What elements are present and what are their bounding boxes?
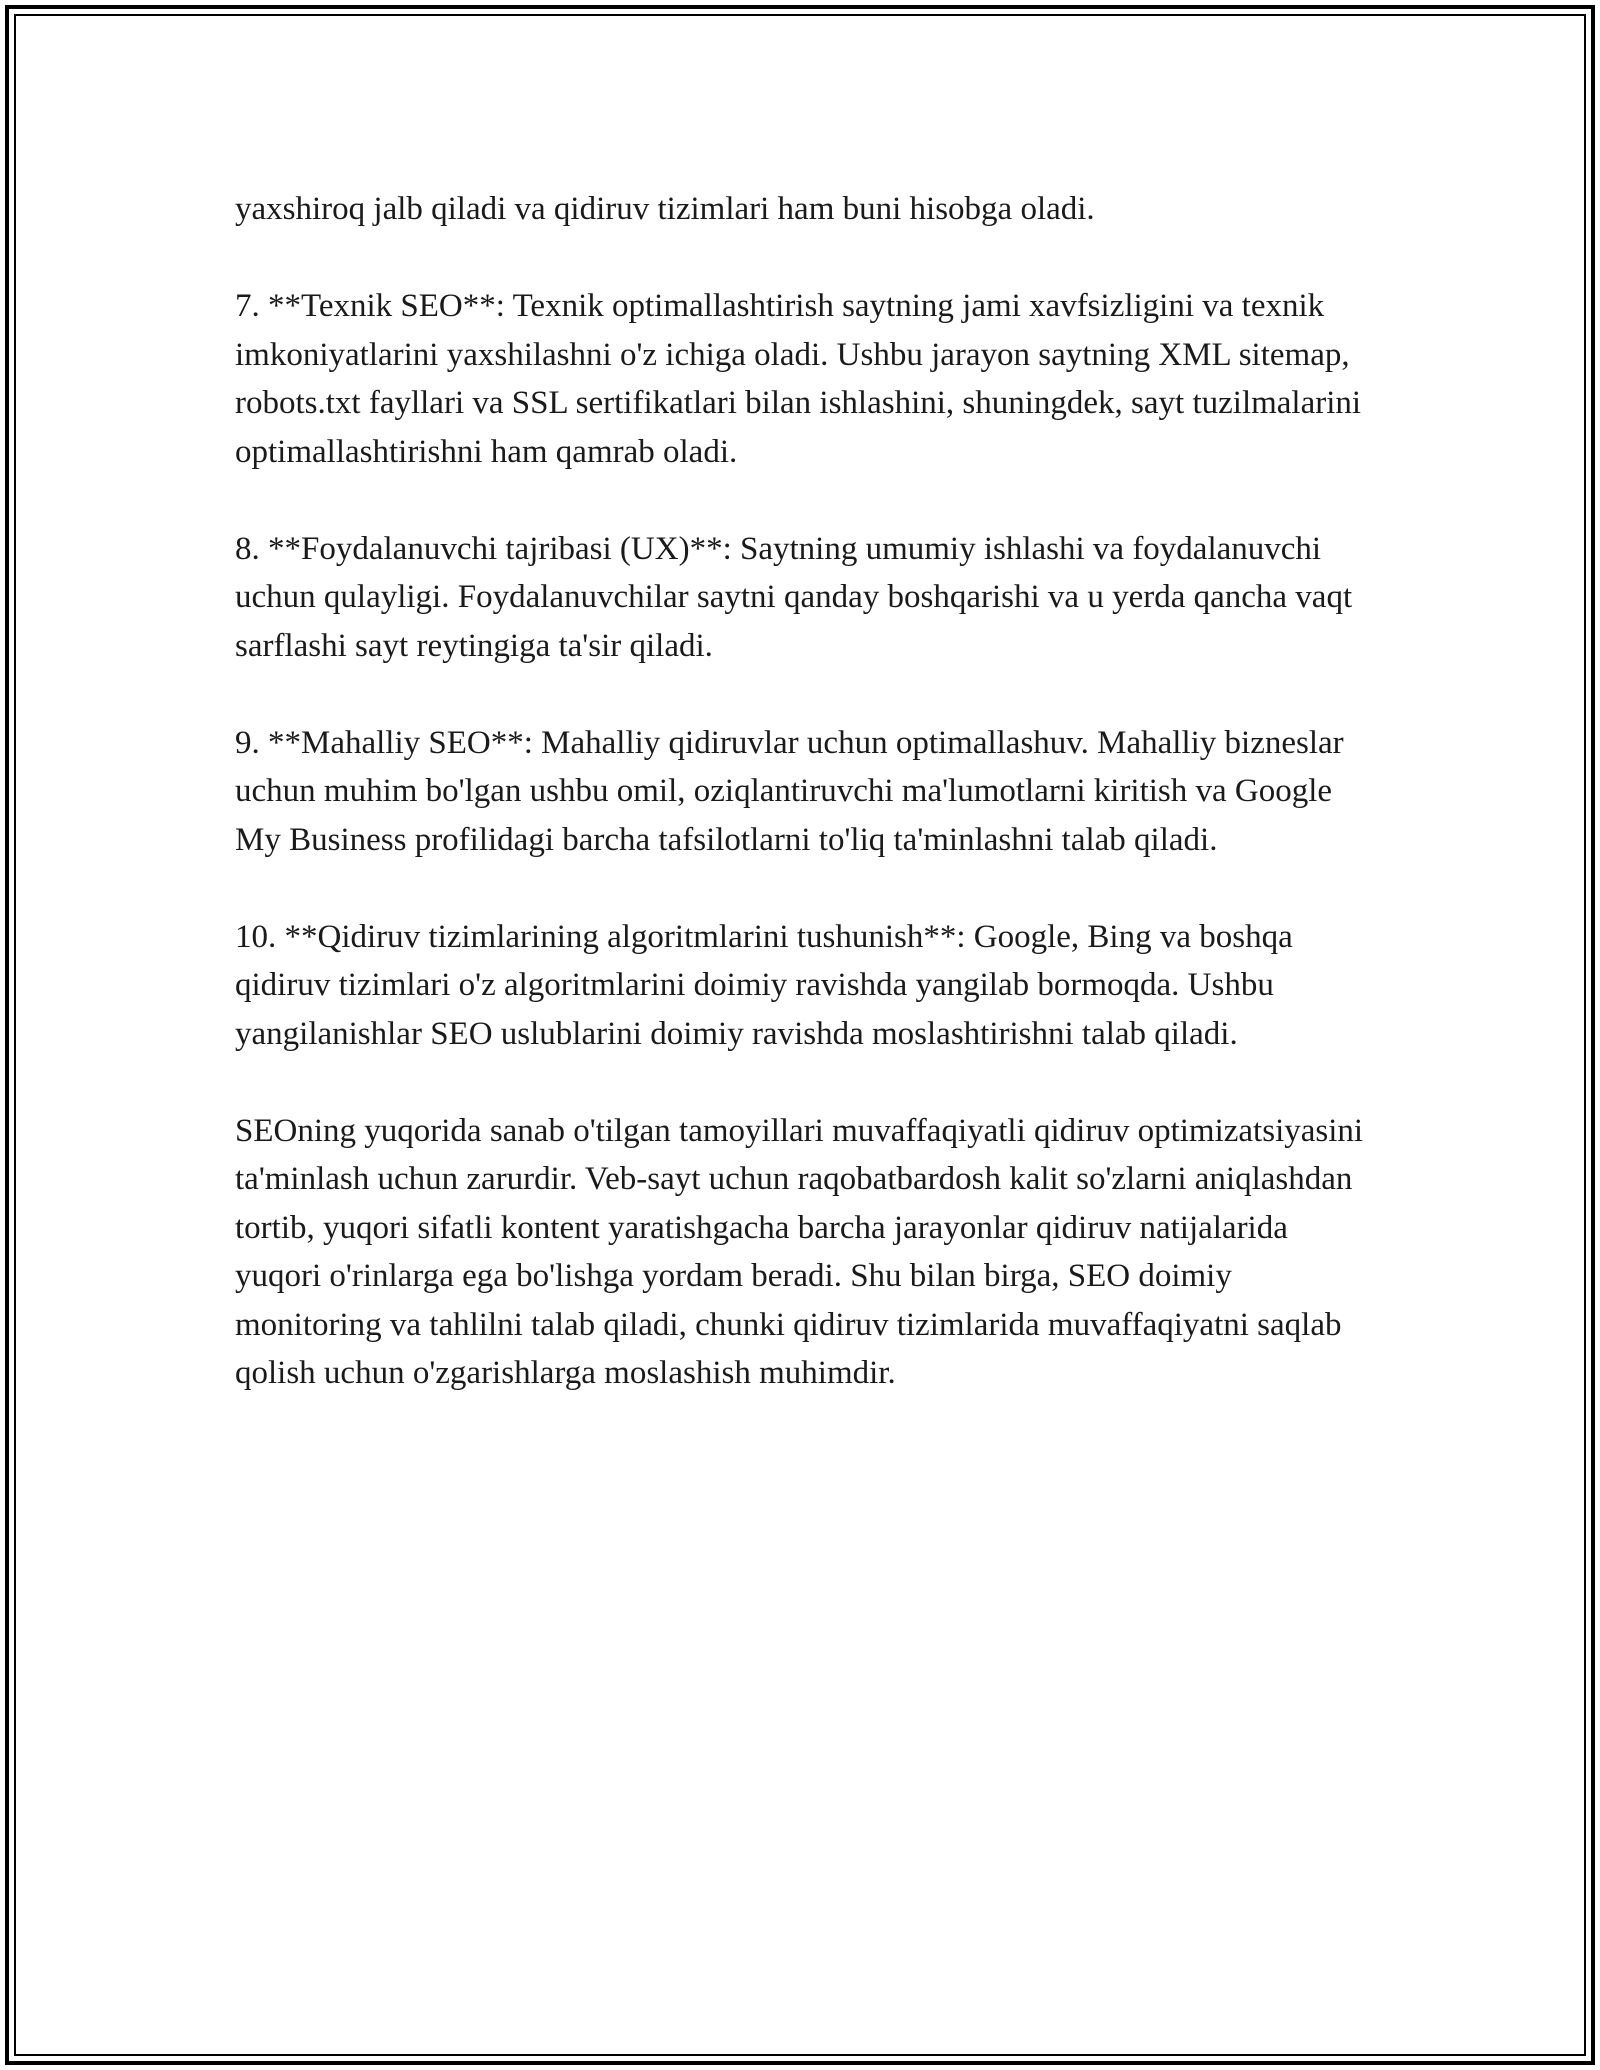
document-body [235, 185, 1365, 1446]
paragraph-continuation: yaxshiroq jalb qiladi va qidiruv tizimlari ham buni hisobga oladi. [235, 191, 1095, 227]
paragraph-conclusion: SEOning yuqorida sanab o'tilgan tamoyillari muvaffaqiyatli qidiruv optimizatsiyasini ta'minlash uchun zarurdir. Veb-sayt uchun raqobatbardosh kalit so'zlarni aniqlashdan tortib, yuqori sifatli kontent yaratishgacha barcha jarayonlar qidiruv natijalarida yuqori o'rinlarga ega bo'lishga yordam beradi. Shu bilan birga, SEO doimiy monitoring va tahlilni talab qiladi, chunki qidiruv tizimlarida muvaffaqiyatni saqlab qolish uchun o'zgarishlarga moslashish muhimdir. [235, 1112, 1364, 1391]
paragraph-user-experience: 8. **Foydalanuvchi tajribasi (UX)**: Saytning umumiy ishlashi va foydalanuvchi uchun qulayligi. Foydalanuvchilar saytni qanday boshqarishi va u yerda qancha vaqt sarflashi sayt reytingiga ta'sir qiladi. [235, 530, 1353, 664]
paragraph-local-seo: 9. **Mahalliy SEO**: Mahalliy qidiruvlar uchun optimallashuv. Mahalliy bizneslar uchun muhim bo'lgan ushbu omil, oziqlantiruvchi ma'lumotlarni kiritish va Google My Business profilidagi barcha tafsilotlarni to'liq ta'minlashni talab qiladi. [235, 724, 1344, 858]
paragraph-search-algorithms: 10. **Qidiruv tizimlarining algoritmlarini tushunish**: Google, Bing va boshqa qidiruv tizimlari o'z algoritmlarini doimiy ravishda yangilab bormoqda. Ushbu yangilanishlar SEO uslublarini doimiy ravishda moslashtirishni talab qiladi. [235, 918, 1293, 1052]
paragraph-technical-seo: 7. **Texnik SEO**: Texnik optimallashtirish saytning jami xavfsizligini va texnik imkoniyatlarini yaxshilashni o'z ichiga oladi. Ushbu jarayon saytning XML sitemap, robots.txt fayllari va SSL sertifikatlari bilan ishlashini, shuningdek, sayt tuzilmalarini optimallashtirishni ham qamrab oladi. [235, 288, 1362, 470]
